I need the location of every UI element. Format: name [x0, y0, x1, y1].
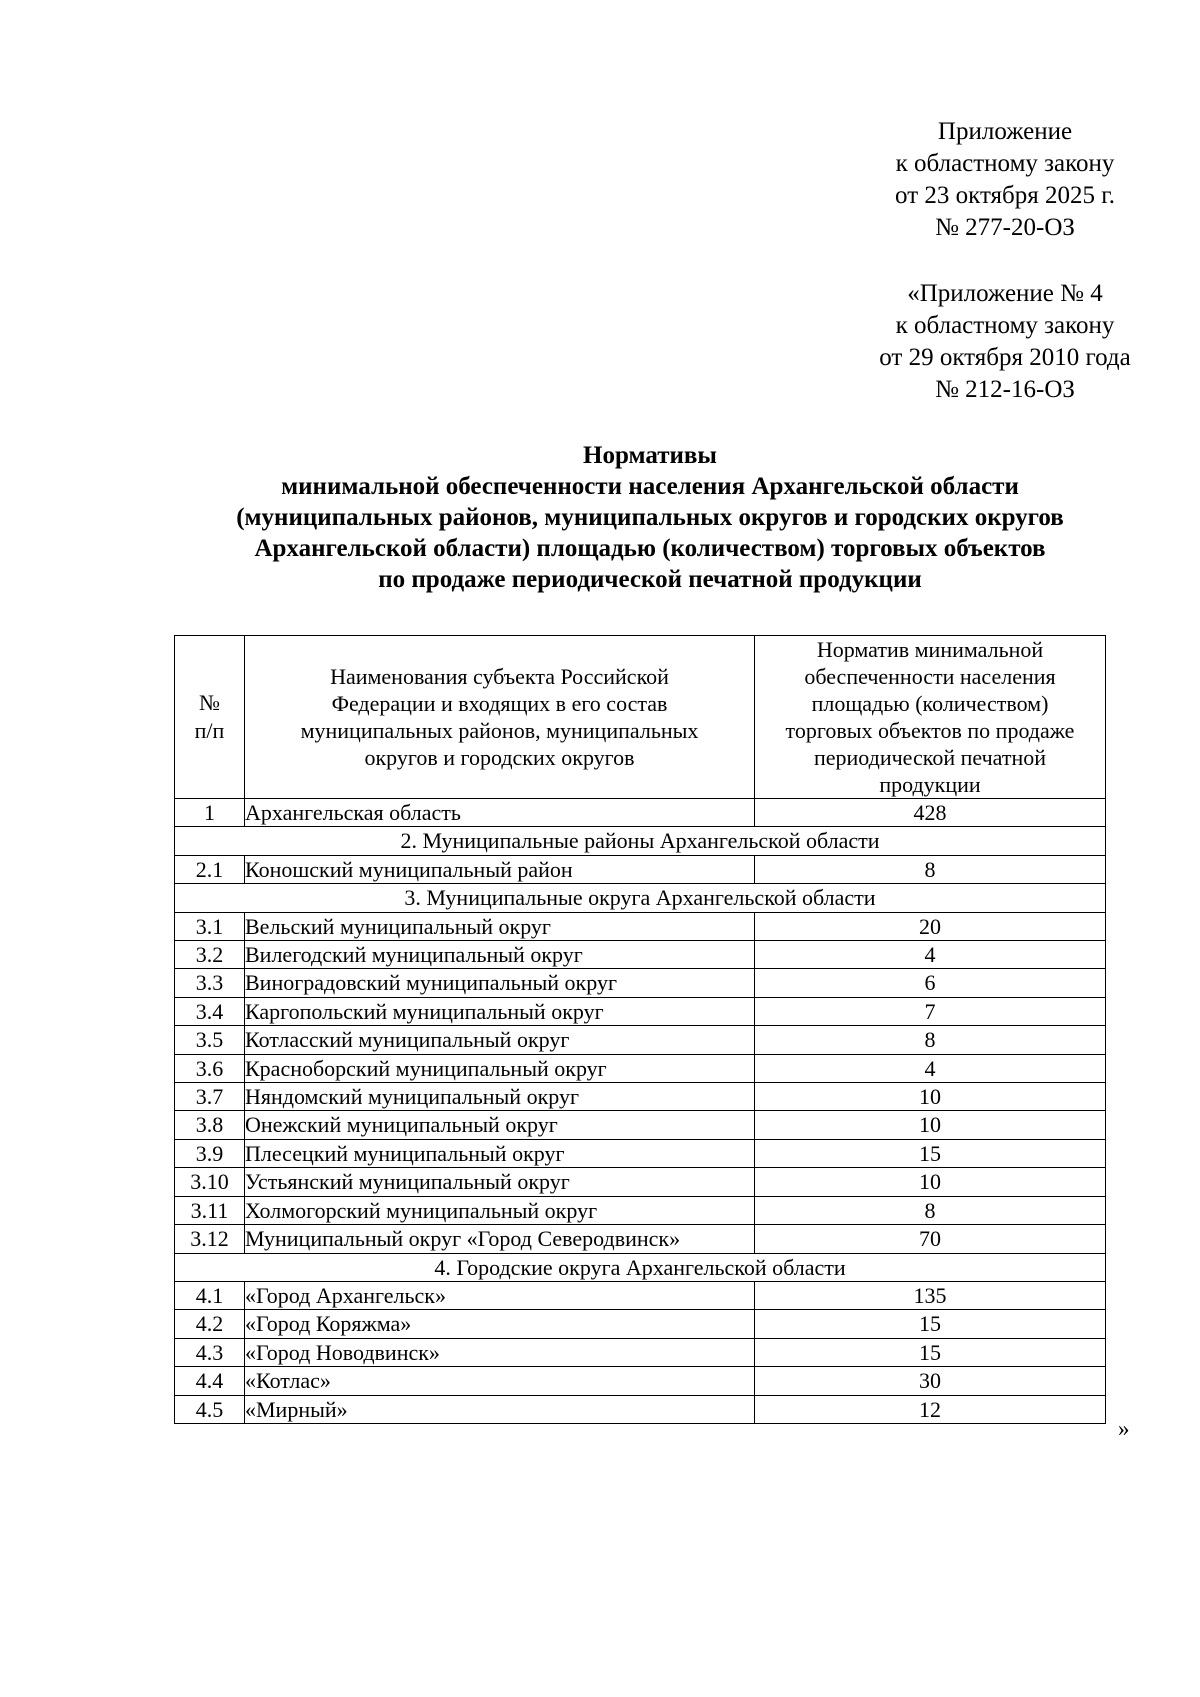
row-name: Каргопольский муниципальный округ: [245, 997, 755, 1025]
header-norm: [755, 636, 1106, 799]
row-value: 10: [755, 1168, 1106, 1196]
appendix-quoted-line: к областному закону: [895, 312, 1115, 339]
row-name: Вилегодский муниципальный округ: [245, 941, 755, 969]
row-number: 3.2: [175, 941, 245, 969]
header-number: [175, 636, 245, 799]
row-value: 8: [755, 1196, 1106, 1224]
row-name: Няндомский муниципальный округ: [245, 1083, 755, 1111]
row-number: 3.11: [175, 1196, 245, 1224]
document-title: [150, 440, 1150, 595]
table-row: [175, 1083, 1106, 1111]
row-value: 8: [755, 855, 1106, 883]
row-number: 3.4: [175, 997, 245, 1025]
table-row: [175, 1367, 1106, 1395]
appendix-header-line: Приложение: [937, 118, 1073, 145]
header-name: [245, 636, 755, 799]
appendix-quoted-line: № 212-16-ОЗ: [935, 376, 1075, 403]
row-name: Плесецкий муниципальный округ: [245, 1139, 755, 1167]
row-name: Коношский муниципальный район: [245, 855, 755, 883]
row-number: 3.12: [175, 1225, 245, 1253]
row-name: «Мирный»: [245, 1395, 755, 1423]
row-name: Вельский муниципальный округ: [245, 912, 755, 940]
table-row: [175, 1281, 1106, 1309]
header-text: периодической печатной: [813, 745, 1047, 770]
row-number: 3.8: [175, 1111, 245, 1139]
section-heading: 2. Муниципальные районы Архангельской области: [175, 827, 1106, 855]
title-line: по продаже периодической печатной продукции: [378, 566, 922, 593]
section-heading: 4. Городские округа Архангельской области: [175, 1253, 1106, 1281]
row-number: 4.4: [175, 1367, 245, 1395]
section-row: [175, 1253, 1106, 1281]
row-name: «Город Коряжма»: [245, 1310, 755, 1338]
row-value: 8: [755, 1026, 1106, 1054]
row-value: 4: [755, 1054, 1106, 1082]
appendix-quoted: [840, 278, 1170, 406]
header-text: Норматив минимальной: [816, 637, 1044, 662]
row-number: 3.10: [175, 1168, 245, 1196]
table-row: [175, 1196, 1106, 1224]
appendix-header-line: № 277-20-ОЗ: [935, 214, 1075, 241]
table-row: [175, 997, 1106, 1025]
table-row: [175, 1054, 1106, 1082]
appendix-header: [840, 116, 1170, 244]
header-text: обеспеченности населения: [804, 664, 1056, 689]
appendix-header-line: от 23 октября 2025 г.: [895, 182, 1115, 209]
appendix-quoted-line: «Приложение № 4: [907, 280, 1103, 307]
row-value: 15: [755, 1310, 1106, 1338]
row-value: 6: [755, 969, 1106, 997]
row-name: Котласский муниципальный округ: [245, 1026, 755, 1054]
table-row: [175, 1168, 1106, 1196]
table-row: [175, 1026, 1106, 1054]
table-row: [175, 912, 1106, 940]
row-name: Муниципальный округ «Город Северодвинск»: [245, 1225, 755, 1253]
row-number: 1: [175, 799, 245, 827]
row-name: Онежский муниципальный округ: [245, 1111, 755, 1139]
row-value: 30: [755, 1367, 1106, 1395]
table-row: [175, 941, 1106, 969]
header-text: округов и городских округов: [364, 745, 635, 770]
closing-quote: »: [1118, 1416, 1130, 1441]
norms-table: [174, 635, 1106, 1424]
row-name: Виноградовский муниципальный округ: [245, 969, 755, 997]
row-number: 2.1: [175, 855, 245, 883]
section-row: [175, 884, 1106, 912]
row-number: 3.7: [175, 1083, 245, 1111]
header-text: №: [199, 690, 220, 715]
row-value: 10: [755, 1083, 1106, 1111]
row-number: 3.1: [175, 912, 245, 940]
row-name: Устьянский муниципальный округ: [245, 1168, 755, 1196]
header-text: площадью (количеством): [811, 691, 1049, 716]
row-name: Архангельская область: [245, 799, 755, 827]
row-number: 3.3: [175, 969, 245, 997]
row-value: 4: [755, 941, 1106, 969]
row-number: 3.6: [175, 1054, 245, 1082]
row-number: 4.5: [175, 1395, 245, 1423]
row-value: 135: [755, 1281, 1106, 1309]
row-name: «Город Архангельск»: [245, 1281, 755, 1309]
appendix-header-line: к областному закону: [895, 150, 1115, 177]
section-heading: 3. Муниципальные округа Архангельской области: [175, 884, 1106, 912]
section-row: [175, 827, 1106, 855]
table-row: [175, 1111, 1106, 1139]
row-value: 70: [755, 1225, 1106, 1253]
table-header-row: [175, 636, 1106, 799]
title-line: минимальной обеспеченности населения Архангельской области: [281, 473, 1019, 500]
header-text: Федерации и входящих в его состав: [331, 691, 668, 716]
table-row: [175, 1395, 1106, 1423]
row-number: 4.1: [175, 1281, 245, 1309]
header-text: муниципальных районов, муниципальных: [300, 718, 699, 743]
title-line: Нормативы: [583, 442, 717, 469]
title-line: Архангельской области) площадью (количеством) торговых объектов: [254, 535, 1046, 562]
row-value: 20: [755, 912, 1106, 940]
header-text: торговых объектов по продаже: [785, 718, 1075, 743]
table-row: [175, 799, 1106, 827]
table-row: [175, 1139, 1106, 1167]
row-name: «Город Новодвинск»: [245, 1338, 755, 1366]
row-number: 3.9: [175, 1139, 245, 1167]
appendix-quoted-line: от 29 октября 2010 года: [879, 344, 1131, 371]
row-number: 4.3: [175, 1338, 245, 1366]
row-value: 12: [755, 1395, 1106, 1423]
table-row: [175, 1338, 1106, 1366]
table-row: [175, 969, 1106, 997]
table-row: [175, 855, 1106, 883]
header-text: п/п: [194, 718, 225, 743]
row-name: Холмогорский муниципальный округ: [245, 1196, 755, 1224]
row-value: 428: [755, 799, 1106, 827]
title-line: (муниципальных районов, муниципальных округов и городских округов: [236, 504, 1064, 531]
row-number: 4.2: [175, 1310, 245, 1338]
row-value: 15: [755, 1139, 1106, 1167]
row-name: Красноборский муниципальный округ: [245, 1054, 755, 1082]
row-value: 10: [755, 1111, 1106, 1139]
row-number: 3.5: [175, 1026, 245, 1054]
table-row: [175, 1225, 1106, 1253]
header-text: продукции: [879, 772, 981, 797]
header-text: Наименования субъекта Российской: [330, 664, 669, 689]
row-name: «Котлас»: [245, 1367, 755, 1395]
row-value: 15: [755, 1338, 1106, 1366]
row-value: 7: [755, 997, 1106, 1025]
table-row: [175, 1310, 1106, 1338]
